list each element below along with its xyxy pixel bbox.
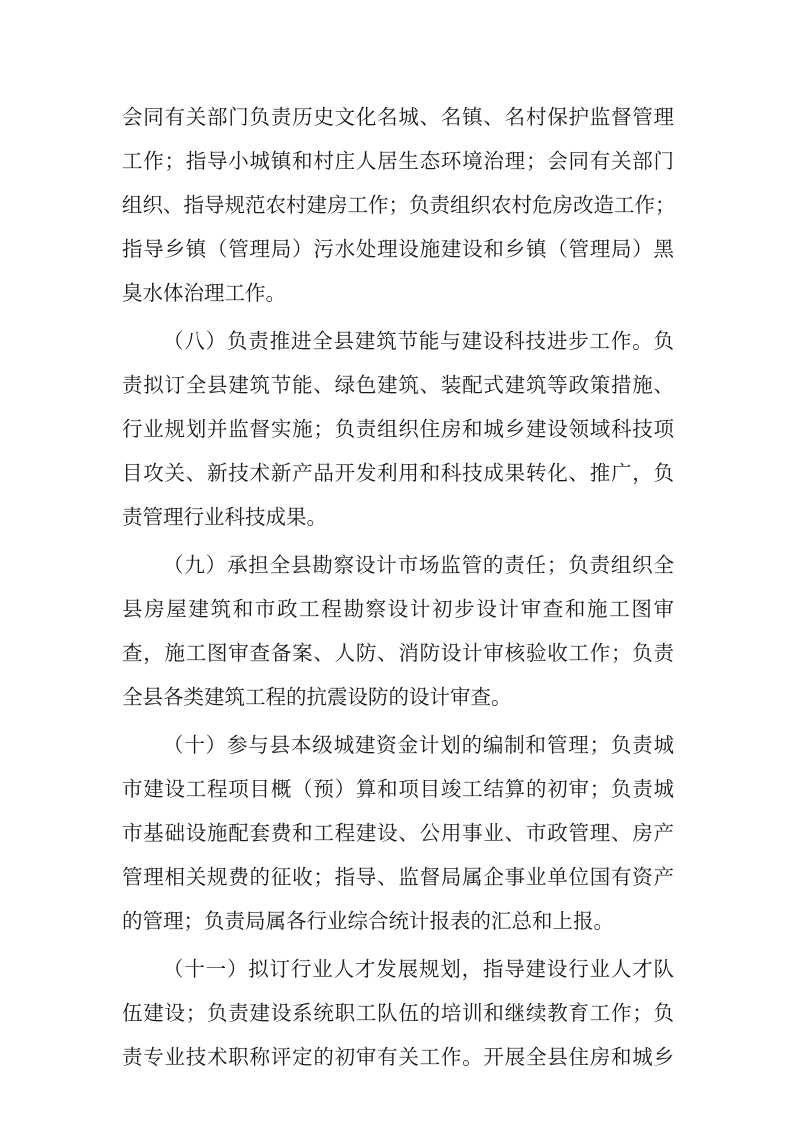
text-line: 市基础设施配套费和工程建设、公用事业、市政管理、房产 bbox=[122, 821, 674, 845]
text-line: 责拟订全县建筑节能、绿色建筑、装配式建筑等政策措施、 bbox=[122, 373, 674, 397]
text-line: 责管理行业科技成果。 bbox=[122, 505, 327, 529]
paragraph-start-line: （十一）拟订行业人才发展规划，指导建设行业人才队 bbox=[163, 957, 674, 981]
text-line: 组织、指导规范农村建房工作；负责组织农村危房改造工作； bbox=[122, 193, 676, 217]
text-line: 伍建设；负责建设系统职工队伍的培训和继续教育工作；负 bbox=[122, 1001, 674, 1025]
text-line: 工作；指导小城镇和村庄人居生态环境治理；会同有关部门 bbox=[122, 149, 674, 173]
text-line: 管理相关规费的征收；指导、监督局属企事业单位国有资产 bbox=[122, 865, 674, 889]
text-line: 县房屋建筑和市政工程勘察设计初步设计审查和施工图审 bbox=[122, 597, 674, 621]
text-line: 指导乡镇（管理局）污水处理设施建设和乡镇（管理局）黑 bbox=[122, 237, 674, 261]
text-line: 责专业技术职称评定的初审有关工作。开展全县住房和城乡 bbox=[122, 1045, 674, 1069]
text-line: 的管理；负责局属各行业综合统计报表的汇总和上报。 bbox=[122, 909, 614, 933]
text-line: 行业规划并监督实施；负责组织住房和城乡建设领域科技项 bbox=[122, 417, 674, 441]
text-line: 市建设工程项目概（预）算和项目竣工结算的初审；负责城 bbox=[122, 777, 674, 801]
text-line: 全县各类建筑工程的抗震设防的设计审查。 bbox=[122, 685, 512, 709]
paragraph-start-line: （九）承担全县勘察设计市场监管的责任；负责组织全 bbox=[163, 553, 674, 577]
text-line: 目攻关、新技术新产品开发利用和科技成果转化、推广，负 bbox=[122, 461, 674, 485]
text-line: 查，施工图审查备案、人防、消防设计审核验收工作；负责 bbox=[122, 641, 674, 665]
paragraph-start-line: （十）参与县本级城建资金计划的编制和管理；负责城 bbox=[163, 733, 674, 757]
text-line: 臭水体治理工作。 bbox=[122, 281, 286, 305]
text-line: 会同有关部门负责历史文化名城、名镇、名村保护监督管理 bbox=[122, 105, 674, 129]
paragraph-start-line: （八）负责推进全县建筑节能与建设科技进步工作。负 bbox=[163, 329, 674, 353]
